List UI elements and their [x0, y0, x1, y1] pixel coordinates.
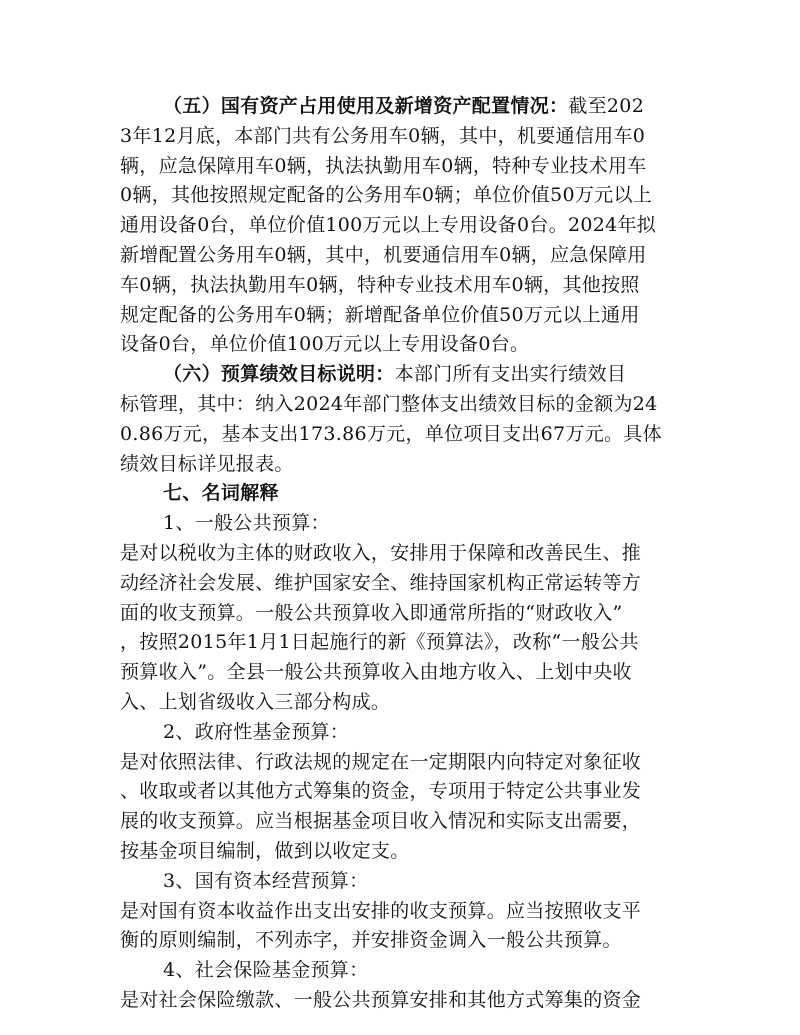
section7-heading: 七、名词解释 [163, 482, 279, 505]
term-title: 3、国有资本经营预算： [163, 869, 369, 892]
paragraph-line: 0辆，其他按照规定配备的公务用车0辆；单位价值50万元以上 [120, 184, 653, 207]
term-definition-line: 、收取或者以其他方式筹集的资金，专项用于特定公共事业发 [120, 780, 642, 803]
term-definition-line: 是对社会保险缴款、一般公共预算安排和其他方式筹集的资金 [120, 988, 642, 1011]
paragraph-line: 辆，应急保障用车0辆，执法执勤用车0辆，特种专业技术用车 [120, 154, 647, 177]
section6-heading: （六）预算绩效目标说明： [163, 363, 395, 386]
paragraph-line: 通用设备0台，单位价值100万元以上专用设备0台。2024年拟 [120, 214, 657, 237]
section5-text: 截至202 [568, 95, 645, 117]
term-definition-line: 展的收支预算。应当根据基金项目收入情况和实际支出需要， [120, 810, 642, 833]
term-title: 1、一般公共预算： [163, 512, 330, 535]
term-title: 4、社会保险基金预算： [163, 959, 369, 982]
term-definition-line: 是对国有资本收益作出支出安排的收支预算。应当按照收支平 [120, 899, 642, 922]
term-definition-line: 是对依照法律、行政法规的规定在一定期限内向特定对象征收 [120, 750, 642, 773]
paragraph-line: 绩效目标详见报表。 [120, 452, 294, 475]
paragraph-line: 3年12月底，本部门共有公务用车0辆，其中，机要通信用车0 [120, 124, 646, 147]
term-definition-line: 按基金项目编制，做到以收定支。 [120, 839, 410, 862]
section6-first-line [120, 360, 680, 390]
term-definition-line: 面的收支预算。一般公共预算收入即通常所指的“财政收入” [120, 601, 623, 624]
section6-text: 本部门所有支出实行绩效目 [394, 363, 627, 386]
paragraph-line: 0.86万元，基本支出173.86万元，单位项目支出67万元。具体 [120, 422, 662, 445]
paragraph-line: 新增配置公务用车0辆，其中，机要通信用车0辆，应急保障用 [120, 243, 647, 266]
document-page [120, 92, 680, 1016]
term-definition-line: 动经济社会发展、维护国家安全、维持国家机构正常运转等方 [120, 571, 642, 594]
term-definition-line: 入、上划省级收入三部分构成。 [120, 690, 391, 713]
term-definition-line: 预算收入”。全县一般公共预算收入由地方收入、上划中央收 [120, 661, 632, 684]
paragraph-line: 规定配备的公务用车0辆；新增配备单位价值50万元以上通用 [120, 303, 640, 326]
term-title: 2、政府性基金预算： [163, 720, 350, 743]
term-definition-line: ，按照2015年1月1日起施行的新《预算法》，改称“一般公共 [120, 631, 639, 654]
paragraph-line: 车0辆，执法执勤用车0辆，特种专业技术用车0辆，其他按照 [120, 273, 640, 296]
term-definition-line: 是对以税收为主体的财政收入，安排用于保障和改善民生、推 [120, 541, 642, 564]
section5-heading: （五）国有资产占用使用及新增资产配置情况： [163, 95, 569, 117]
section5-first-line [120, 92, 680, 122]
paragraph-line: 标管理，其中：纳入2024年部门整体支出绩效目标的金额为24 [120, 392, 658, 415]
term-definition-line: 衡的原则编制，不列赤字，并安排资金调入一般公共预算。 [120, 929, 622, 952]
paragraph-line: 设备0台，单位价值100万元以上专用设备0台。 [120, 333, 530, 356]
